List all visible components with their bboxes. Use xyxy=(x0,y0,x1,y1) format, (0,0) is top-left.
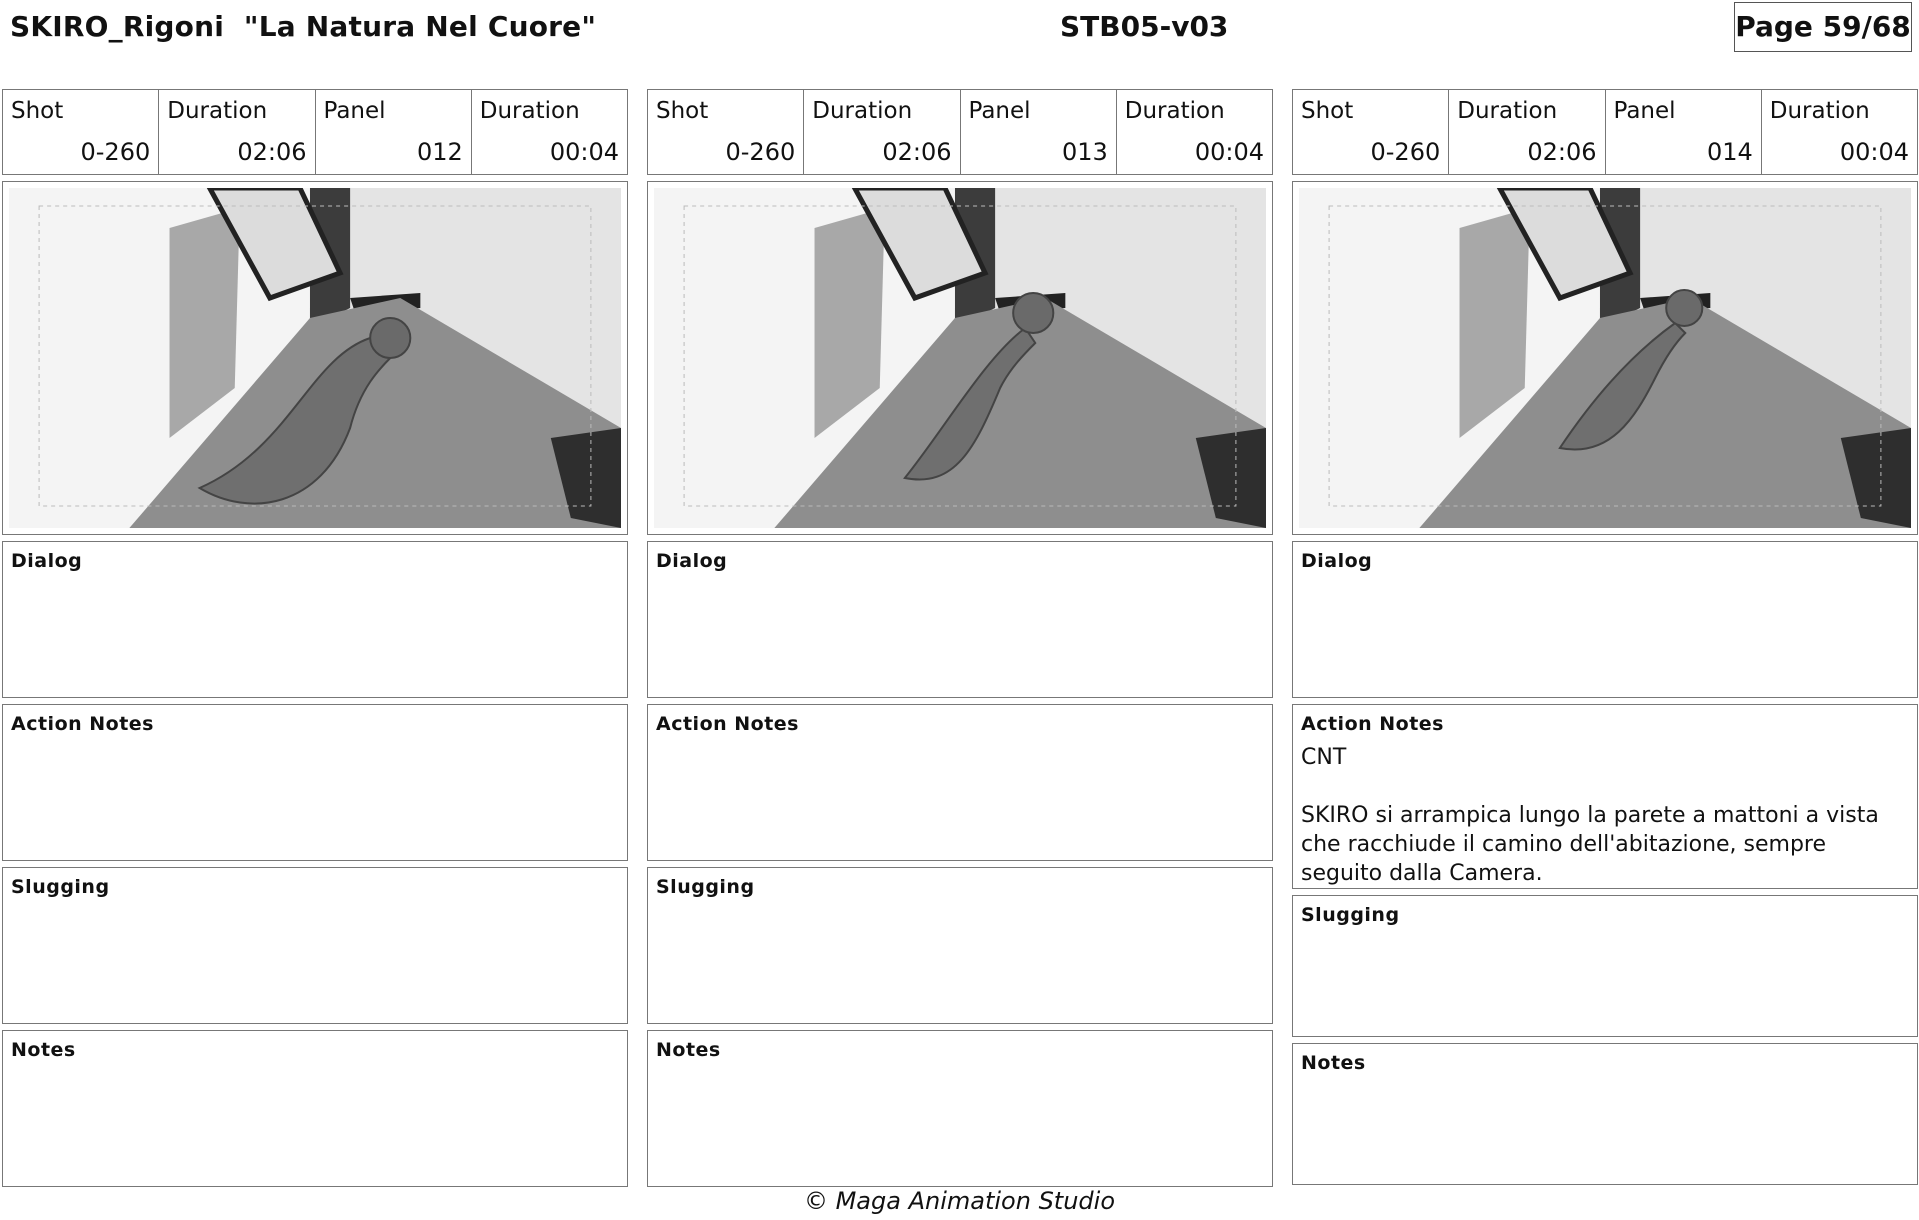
dialog-box xyxy=(647,541,1273,698)
panel-duration-cell xyxy=(1762,90,1917,174)
slugging-label: Slugging xyxy=(1301,904,1400,926)
action-notes-box xyxy=(647,704,1273,861)
notes-label: Notes xyxy=(656,1039,721,1061)
notes-label: Notes xyxy=(11,1039,76,1061)
panel-frame xyxy=(1292,181,1918,535)
shot-value: 0-260 xyxy=(1370,138,1441,166)
shot-duration-value: 02:06 xyxy=(1527,138,1597,166)
shot-label: Shot xyxy=(656,98,709,124)
shot-duration-value: 02:06 xyxy=(882,138,952,166)
panel-duration-cell xyxy=(1117,90,1272,174)
notes-box xyxy=(647,1030,1273,1187)
dialog-box xyxy=(2,541,628,698)
sequence-code: STB05-v03 xyxy=(1060,10,1229,43)
notes-box xyxy=(2,1030,628,1187)
action-notes-label: Action Notes xyxy=(11,713,154,735)
action-notes-label: Action Notes xyxy=(656,713,799,735)
panel-value: 012 xyxy=(416,138,463,166)
shot-cell xyxy=(3,90,159,174)
storyboard-panel-012 xyxy=(2,89,628,1187)
shot-duration-cell xyxy=(804,90,960,174)
panel-info-row xyxy=(1292,89,1918,175)
storyboard-panel-014 xyxy=(1292,89,1918,1185)
panel-value: 013 xyxy=(1061,138,1108,166)
panel-cell xyxy=(316,90,472,174)
dialog-label: Dialog xyxy=(656,550,728,572)
panel-duration-value: 00:04 xyxy=(549,138,619,166)
notes-box xyxy=(1292,1043,1918,1185)
shot-duration-cell xyxy=(1449,90,1605,174)
shot-cell xyxy=(648,90,804,174)
shot-label: Shot xyxy=(11,98,64,124)
page-number: Page 59/68 xyxy=(1734,2,1912,52)
copyright-footer: © Maga Animation Studio xyxy=(803,1187,1116,1215)
slugging-box xyxy=(1292,895,1918,1037)
frame-illustration xyxy=(9,188,621,528)
panel-value: 014 xyxy=(1706,138,1753,166)
panel-duration-cell xyxy=(472,90,627,174)
notes-label: Notes xyxy=(1301,1052,1366,1074)
slugging-box xyxy=(647,867,1273,1024)
shot-duration-value: 02:06 xyxy=(237,138,307,166)
frame-illustration xyxy=(654,188,1266,528)
panel-duration-value: 00:04 xyxy=(1194,138,1264,166)
shot-value: 0-260 xyxy=(725,138,796,166)
panel-cell xyxy=(1606,90,1762,174)
dialog-box xyxy=(1292,541,1918,698)
shot-value: 0-260 xyxy=(80,138,151,166)
panel-info-row xyxy=(647,89,1273,175)
shot-duration-cell xyxy=(159,90,315,174)
action-notes-box xyxy=(2,704,628,861)
shot-label: Shot xyxy=(1301,98,1354,124)
dialog-label: Dialog xyxy=(11,550,83,572)
panel-frame xyxy=(647,181,1273,535)
panel-label: Panel xyxy=(323,98,386,124)
action-notes-text: CNT SKIRO si arrampica lungo la parete a mattoni a vista che racchiude il camino dell'abitazione, sempre seguito dalla Camera. xyxy=(1301,745,1879,886)
panel-duration-label: Duration xyxy=(1124,98,1225,124)
panel-duration-label: Duration xyxy=(479,98,580,124)
shot-duration-label: Duration xyxy=(812,98,913,124)
action-notes-box xyxy=(1292,704,1918,889)
frame-illustration xyxy=(1299,188,1911,528)
panel-label: Panel xyxy=(1613,98,1676,124)
dialog-label: Dialog xyxy=(1301,550,1373,572)
storyboard-panel-013 xyxy=(647,89,1273,1187)
project-title: SKIRO_Rigoni "La Natura Nel Cuore" xyxy=(10,10,597,43)
panel-duration-label: Duration xyxy=(1769,98,1870,124)
shot-cell xyxy=(1293,90,1449,174)
panel-label: Panel xyxy=(968,98,1031,124)
panel-frame xyxy=(2,181,628,535)
slugging-box xyxy=(2,867,628,1024)
shot-duration-label: Duration xyxy=(1457,98,1558,124)
panel-cell xyxy=(961,90,1117,174)
slugging-label: Slugging xyxy=(11,876,110,898)
slugging-label: Slugging xyxy=(656,876,755,898)
panel-duration-value: 00:04 xyxy=(1839,138,1909,166)
shot-duration-label: Duration xyxy=(167,98,268,124)
panel-info-row xyxy=(2,89,628,175)
action-notes-label: Action Notes xyxy=(1301,713,1444,735)
